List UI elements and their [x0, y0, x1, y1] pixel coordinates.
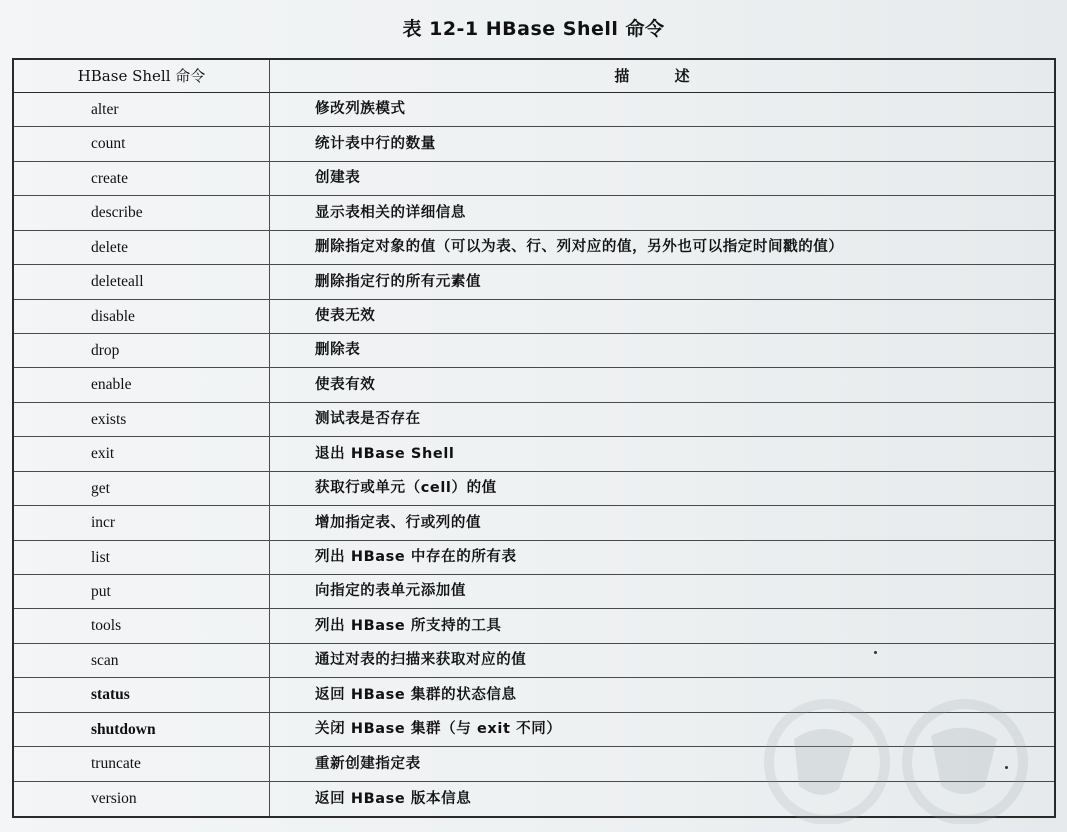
command-cell: enable — [14, 368, 270, 402]
description-cell: 删除指定对象的值（可以为表、行、列对应的值，另外也可以指定时间戳的值） — [270, 231, 1054, 265]
command-cell: alter — [14, 93, 270, 127]
description-cell: 退出 HBase Shell — [270, 437, 1054, 471]
command-cell: get — [14, 472, 270, 506]
description-cell: 增加指定表、行或列的值 — [270, 506, 1054, 540]
description-cell: 列出 HBase 中存在的所有表 — [270, 541, 1054, 575]
description-cell: 使表有效 — [270, 368, 1054, 402]
description-cell: 通过对表的扫描来获取对应的值 — [270, 644, 1054, 678]
command-cell: disable — [14, 300, 270, 334]
command-cell: describe — [14, 196, 270, 230]
table-caption-text: 表 12-1 HBase Shell 命令 — [402, 18, 665, 40]
command-cell: create — [14, 162, 270, 196]
command-cell: shutdown — [14, 713, 270, 747]
command-cell: count — [14, 127, 270, 161]
description-cell: 使表无效 — [270, 300, 1054, 334]
description-cell: 获取行或单元（cell）的值 — [270, 472, 1054, 506]
command-cell: put — [14, 575, 270, 609]
description-cell: 删除表 — [270, 334, 1054, 368]
command-cell: truncate — [14, 747, 270, 781]
description-cell: 创建表 — [270, 162, 1054, 196]
command-cell: list — [14, 541, 270, 575]
command-cell: status — [14, 678, 270, 712]
scan-speck — [874, 651, 877, 654]
table-caption — [0, 14, 1067, 44]
description-cell: 测试表是否存在 — [270, 403, 1054, 437]
scan-speck — [1005, 766, 1008, 769]
command-cell: drop — [14, 334, 270, 368]
hbase-shell-commands-table — [12, 58, 1056, 818]
description-cell: 统计表中行的数量 — [270, 127, 1054, 161]
command-cell: version — [14, 782, 270, 816]
description-cell: 返回 HBase 版本信息 — [315, 790, 472, 807]
description-cell: 修改列族模式 — [270, 93, 1054, 127]
description-cell: 删除指定行的所有元素值 — [270, 265, 1054, 299]
command-cell: incr — [14, 506, 270, 540]
command-cell: scan — [14, 644, 270, 678]
description-cell: 向指定的表单元添加值 — [270, 575, 1054, 609]
command-cell: tools — [14, 609, 270, 643]
description-cell: 显示表相关的详细信息 — [270, 196, 1054, 230]
column-header-description: 描 述 — [270, 60, 1054, 93]
description-cell: 返回 HBase 集群的状态信息 — [270, 678, 1054, 712]
column-header-command: HBase Shell 命令 — [14, 60, 270, 93]
command-cell: delete — [14, 231, 270, 265]
description-cell: 重新创建指定表 — [270, 747, 1054, 781]
command-cell: exists — [14, 403, 270, 437]
description-cell: 关闭 HBase 集群（与 exit 不同） — [270, 713, 1054, 747]
description-cell: 列出 HBase 所支持的工具 — [270, 609, 1054, 643]
command-cell: deleteall — [14, 265, 270, 299]
command-cell: exit — [14, 437, 270, 471]
